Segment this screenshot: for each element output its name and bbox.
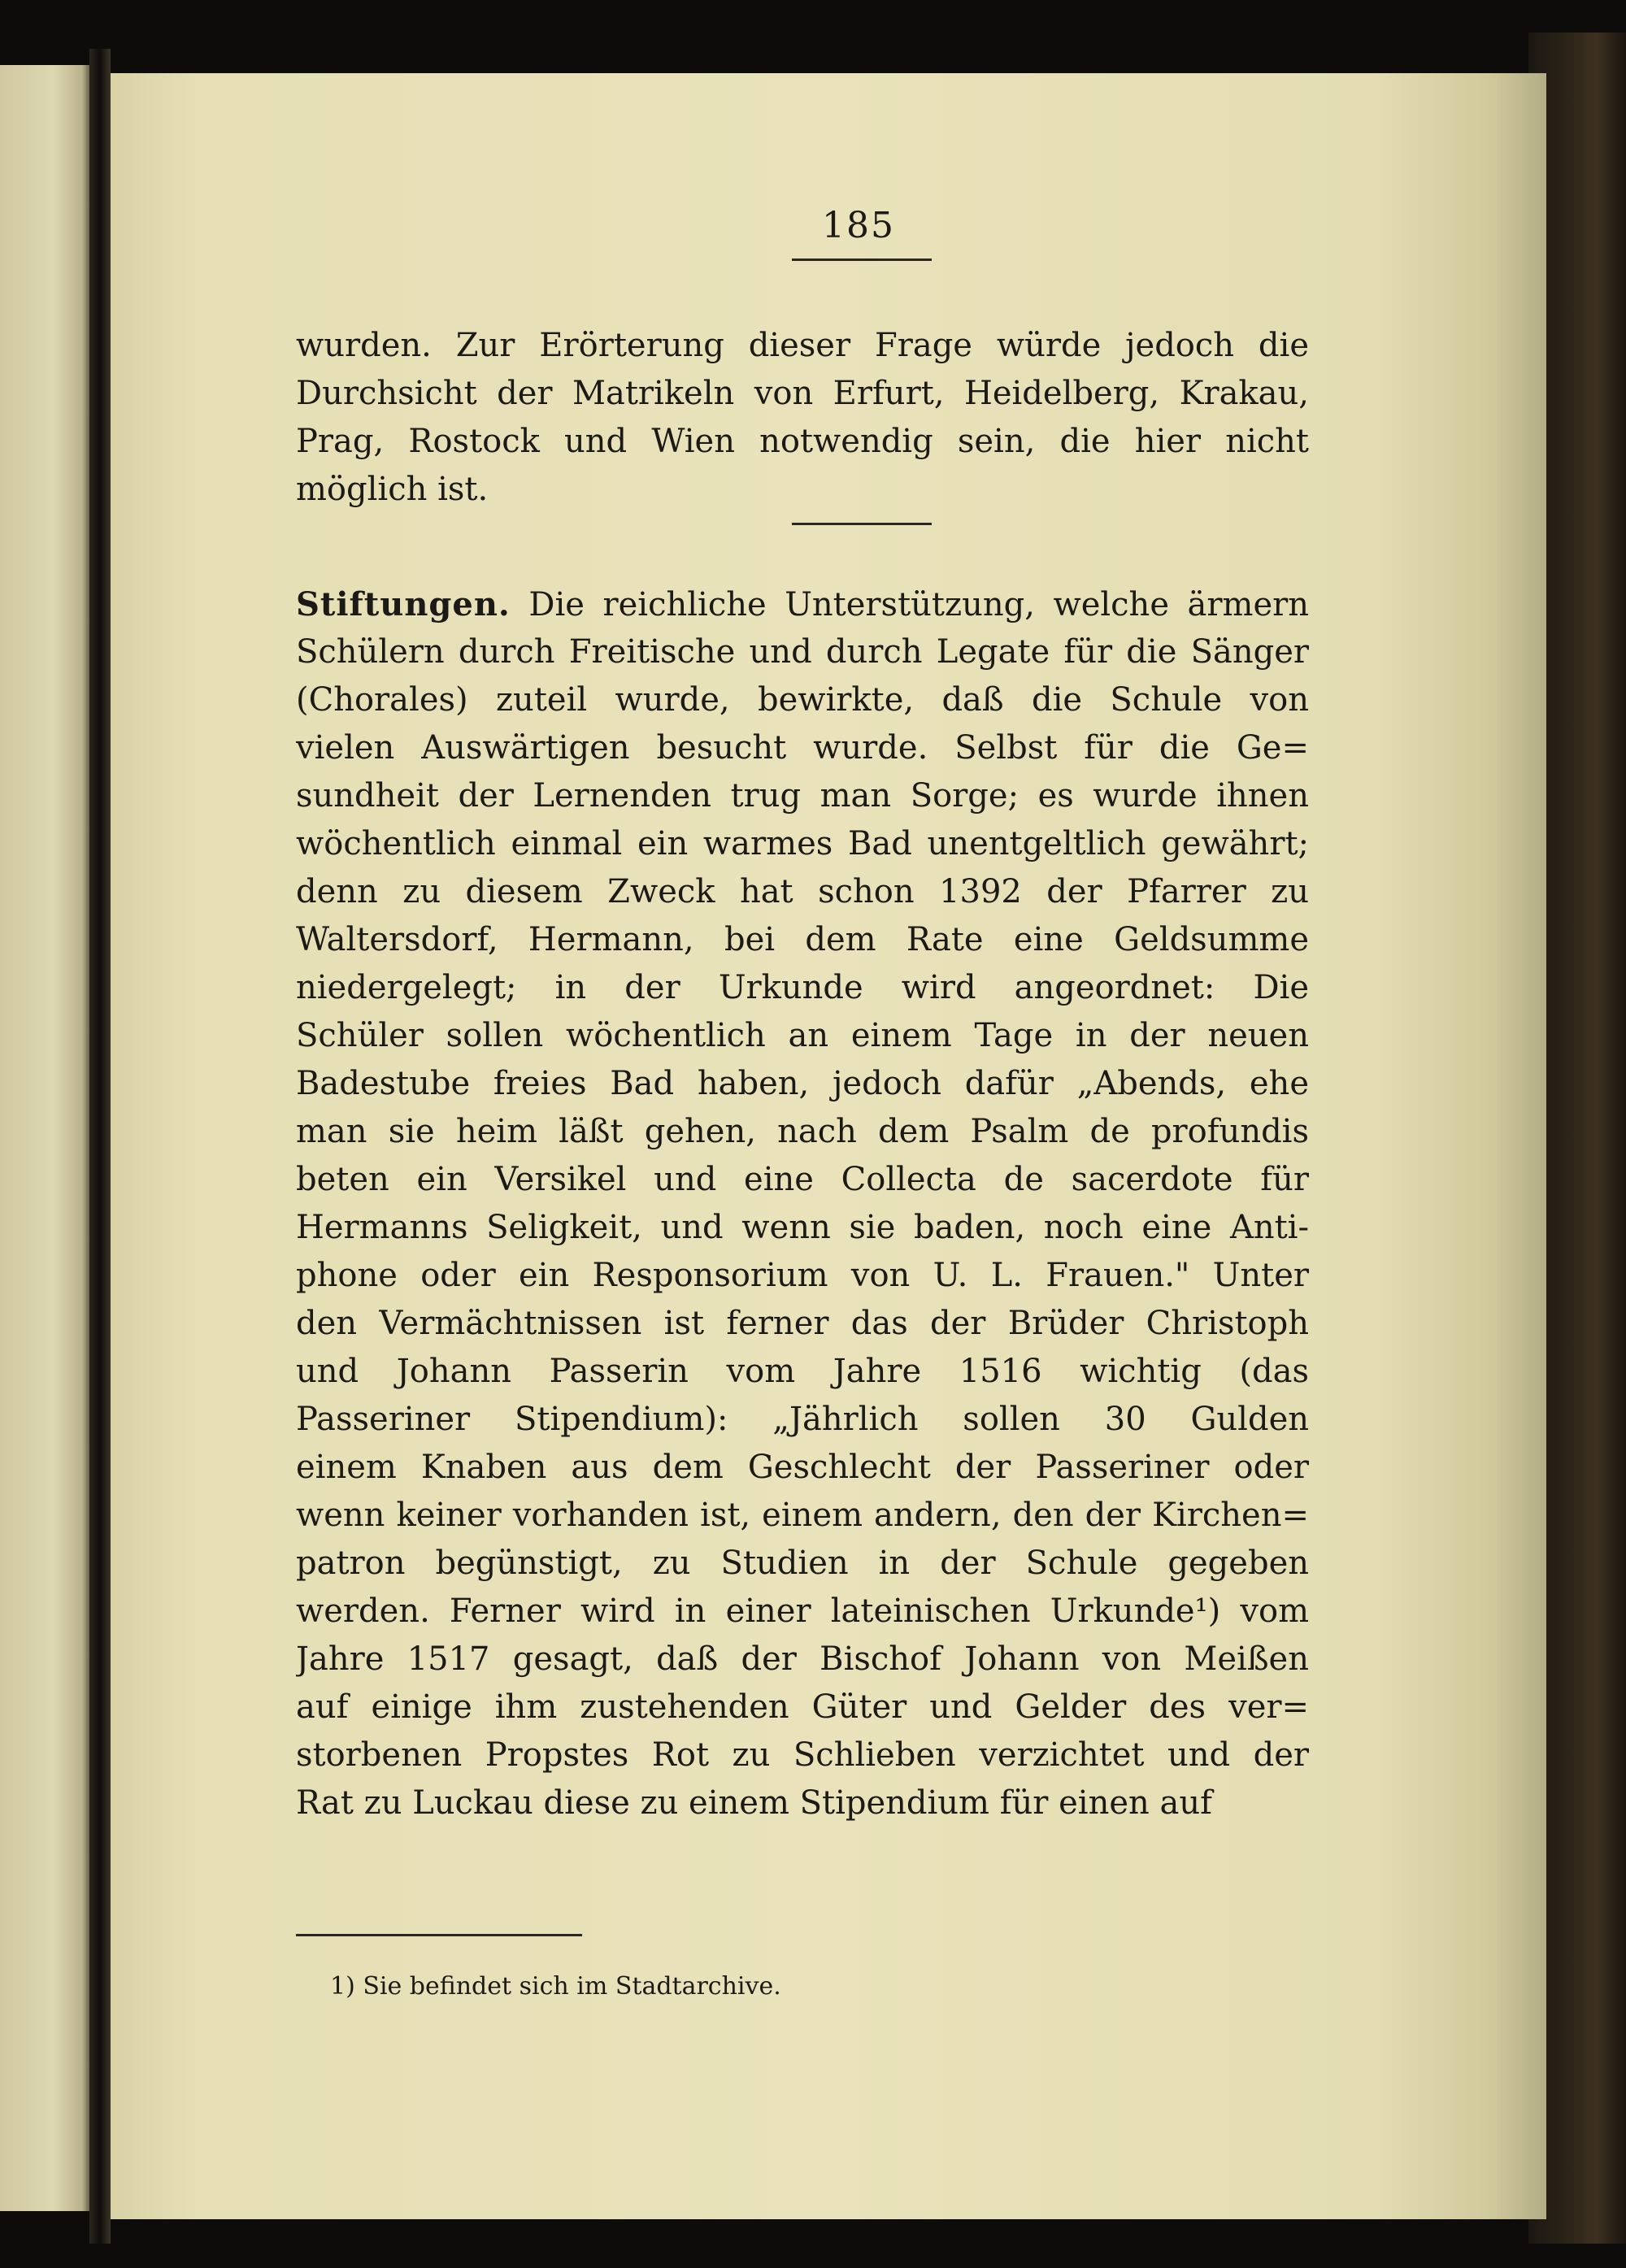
page-number: 185 bbox=[822, 205, 895, 246]
text-line: werden. Ferner wird in einer lateinischen Urkunde¹) vom bbox=[296, 1592, 1309, 1630]
text-line: Badestube freies Bad haben, jedoch dafür „Abends, ehe bbox=[296, 1065, 1309, 1102]
book-gutter bbox=[89, 49, 111, 2244]
text-line: denn zu diesem Zweck hat schon 1392 der Pfarrer zu bbox=[296, 873, 1309, 910]
text-line: wöchentlich einmal ein warmes Bad unentgeltlich gewährt; bbox=[296, 825, 1309, 862]
text-line: storbenen Propstes Rot zu Schlieben verzichtet und der bbox=[296, 1736, 1309, 1774]
paragraph-stiftungen bbox=[296, 580, 1309, 1827]
text-line: möglich ist. bbox=[296, 471, 489, 508]
text-line-first bbox=[296, 580, 1309, 628]
text-line: Passeriner Stipendium): „Jährlich sollen 30 Gulden bbox=[296, 1401, 1309, 1438]
text-line: den Vermächtnissen ist ferner das der Brüder Christoph bbox=[296, 1305, 1309, 1342]
text-line: auf einige ihm zustehenden Güter und Gelder des ver= bbox=[296, 1688, 1309, 1726]
text-line: einem Knaben aus dem Geschlecht der Passeriner oder bbox=[296, 1449, 1309, 1486]
text-line: Schülern durch Freitische und durch Legate für die Sänger bbox=[296, 633, 1309, 671]
text-line: Hermanns Seligkeit, und wenn sie baden, noch eine Anti- bbox=[296, 1209, 1309, 1246]
text-line: Waltersdorf, Hermann, bei dem Rate eine Geldsumme bbox=[296, 921, 1309, 958]
text-line: wenn keiner vorhanden ist, einem andern, den der Kirchen= bbox=[296, 1497, 1309, 1534]
text-line: Durchsicht der Matrikeln von Erfurt, Heidelberg, Krakau, bbox=[296, 375, 1309, 412]
text-line: Rat zu Luckau diese zu einem Stipendium für einen auf bbox=[296, 1784, 1212, 1822]
text-line: wurden. Zur Erörterung dieser Frage würde jedoch die bbox=[296, 327, 1309, 364]
footnote-rule bbox=[296, 1934, 582, 1936]
text-line: man sie heim läßt gehen, nach dem Psalm de profundis bbox=[296, 1113, 1309, 1150]
text-line: niedergelegt; in der Urkunde wird angeordnet: Die bbox=[296, 969, 1309, 1006]
previous-page-edge bbox=[0, 65, 89, 2211]
book-page bbox=[111, 73, 1546, 2219]
text-line: Schüler sollen wöchentlich an einem Tage in der neuen bbox=[296, 1017, 1309, 1054]
text-line: beten ein Versikel und eine Collecta de sacerdote für bbox=[296, 1161, 1309, 1198]
section-heading: Stiftungen. bbox=[296, 585, 511, 623]
text-line: patron begünstigt, zu Studien in der Schule gegeben bbox=[296, 1545, 1309, 1582]
text-line: und Johann Passerin vom Jahre 1516 wichtig (das bbox=[296, 1353, 1309, 1390]
text-line: Jahre 1517 gesagt, daß der Bischof Johann von Meißen bbox=[296, 1640, 1309, 1678]
text-line: Prag, Rostock und Wien notwendig sein, die hier nicht bbox=[296, 423, 1309, 460]
text-line: sundheit der Lernenden trug man Sorge; es wurde ihnen bbox=[296, 777, 1309, 815]
text-line: (Chorales) zuteil wurde, bewirkte, daß die Schule von bbox=[296, 681, 1309, 719]
footnote: 1) Sie befindet sich im Stadtarchive. bbox=[330, 1972, 781, 2001]
text-line-rest: Die reichliche Unterstützung, welche ärmern bbox=[528, 586, 1309, 623]
text-line: phone oder ein Responsorium von U. L. Frauen." Unter bbox=[296, 1257, 1309, 1294]
paragraph-continuation bbox=[296, 322, 1309, 514]
header-rule bbox=[792, 259, 932, 261]
section-divider bbox=[792, 523, 932, 525]
text-line: vielen Auswärtigen besucht wurde. Selbst für die Ge= bbox=[296, 729, 1309, 767]
